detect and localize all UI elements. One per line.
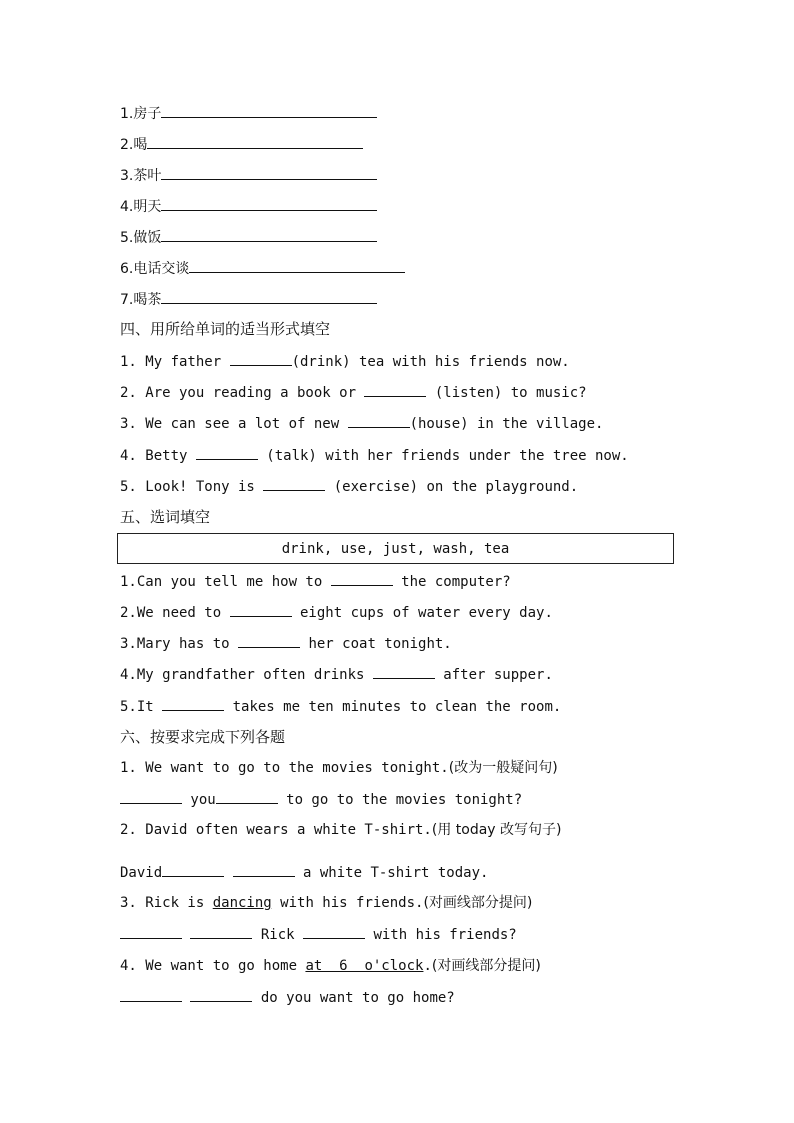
question-text: 3.Mary has to — [120, 636, 239, 652]
answer-text: you — [182, 792, 216, 808]
s6-answer-2 — [120, 863, 488, 882]
question-text: 3. We can see a lot of new — [120, 416, 348, 432]
answer-blank[interactable] — [216, 790, 278, 804]
answer-blank[interactable] — [190, 925, 252, 939]
vocab-item-4 — [120, 196, 377, 216]
answer-blank[interactable] — [161, 289, 377, 304]
instruction-text: (改为一般疑问句) — [448, 760, 558, 776]
question-text: 1. My father — [120, 354, 230, 370]
question-text: 5. Look! Tony is — [120, 479, 264, 495]
question-text: 2.We need to — [120, 605, 230, 621]
section-5-title: 五、选词填空 — [120, 508, 211, 526]
answer-text: David — [120, 865, 163, 881]
answer-blank[interactable] — [373, 665, 435, 679]
answer-blank[interactable] — [303, 925, 365, 939]
question-text: 1.Can you tell me how to — [120, 574, 331, 590]
answer-blank[interactable] — [161, 196, 377, 211]
answer-blank[interactable] — [196, 446, 258, 460]
vocab-item-7 — [120, 289, 377, 309]
s6-question-2 — [120, 821, 562, 839]
answer-blank[interactable] — [162, 697, 224, 711]
vocab-item-5 — [120, 227, 377, 247]
vocab-item-6 — [120, 258, 405, 278]
question-text: the computer? — [392, 574, 511, 590]
answer-blank[interactable] — [230, 352, 292, 366]
question-text: 4. Betty — [120, 448, 196, 464]
vocab-item-1 — [120, 103, 377, 123]
s5-question-4 — [120, 665, 553, 684]
s4-question-2 — [120, 383, 587, 402]
s6-answer-3 — [120, 925, 517, 944]
vocab-label: 6.电话交谈 — [120, 261, 190, 277]
question-text: 4.My grandfather often drinks — [120, 667, 373, 683]
vocab-label: 4.明天 — [120, 199, 162, 215]
s4-question-3 — [120, 414, 603, 433]
question-text: 2. David often wears a white T-shirt. — [120, 822, 432, 838]
s6-question-3 — [120, 894, 532, 912]
vocab-label: 7.喝茶 — [120, 292, 162, 308]
s4-question-1 — [120, 352, 570, 371]
answer-blank[interactable] — [238, 634, 300, 648]
question-text: (exercise) on the playground. — [325, 479, 579, 495]
question-text: eight cups of water every day. — [291, 605, 553, 621]
question-text: 1. We want to go to the movies tonight. — [120, 760, 449, 776]
answer-blank[interactable] — [331, 572, 393, 586]
answer-blank[interactable] — [161, 227, 377, 242]
instruction-text: (用 today 改写句子) — [431, 822, 562, 838]
word-bank-box: drink, use, just, wash, tea — [117, 533, 674, 564]
s5-question-1 — [120, 572, 511, 591]
question-text: 5.It — [120, 699, 163, 715]
question-text: (drink) tea with his friends now. — [291, 354, 570, 370]
s5-question-5 — [120, 697, 561, 716]
s6-answer-4 — [120, 988, 455, 1007]
answer-blank[interactable] — [233, 863, 295, 877]
answer-blank[interactable] — [120, 925, 182, 939]
section-6-title: 六、按要求完成下列各题 — [120, 728, 286, 746]
question-text: takes me ten minutes to clean the room. — [224, 699, 562, 715]
s6-question-1 — [120, 759, 558, 777]
vocab-label: 1.房子 — [120, 106, 162, 122]
s5-question-3 — [120, 634, 452, 653]
vocab-item-2 — [120, 134, 363, 154]
question-text: (talk) with her friends under the tree now. — [257, 448, 629, 464]
s5-question-2 — [120, 603, 553, 622]
answer-blank[interactable] — [190, 988, 252, 1002]
s6-question-4 — [120, 957, 541, 975]
vocab-label: 2.喝 — [120, 137, 148, 153]
question-text: 3. Rick is — [120, 895, 213, 911]
vocab-item-3 — [120, 165, 377, 185]
question-text: (house) in the village. — [409, 416, 604, 432]
answer-blank[interactable] — [147, 134, 363, 149]
s4-question-5 — [120, 477, 578, 496]
underlined-phrase: dancing — [212, 895, 272, 911]
answer-blank[interactable] — [161, 165, 377, 180]
answer-blank[interactable] — [348, 414, 410, 428]
question-text: her coat tonight. — [300, 636, 452, 652]
answer-blank[interactable] — [120, 988, 182, 1002]
answer-blank[interactable] — [230, 603, 292, 617]
answer-text: do you want to go home? — [252, 990, 455, 1006]
underlined-phrase: at 6 o'clock — [305, 958, 424, 974]
question-text: 2. Are you reading a book or — [120, 385, 365, 401]
answer-blank[interactable] — [263, 477, 325, 491]
answer-blank[interactable] — [364, 383, 426, 397]
section-4-title: 四、用所给单词的适当形式填空 — [120, 320, 331, 338]
s4-question-4 — [120, 446, 629, 465]
question-text: after supper. — [434, 667, 553, 683]
vocab-label: 3.茶叶 — [120, 168, 162, 184]
question-text: with his friends. — [271, 895, 424, 911]
question-text: 4. We want to go home — [120, 958, 306, 974]
answer-text: a white T-shirt today. — [294, 865, 489, 881]
vocab-label: 5.做饭 — [120, 230, 162, 246]
question-text: (listen) to music? — [426, 385, 587, 401]
instruction-text: (对画线部分提问) — [431, 958, 541, 974]
answer-text: Rick — [252, 927, 304, 943]
question-text: . — [423, 958, 432, 974]
answer-blank[interactable] — [189, 258, 405, 273]
answer-blank[interactable] — [120, 790, 182, 804]
s6-answer-1 — [120, 790, 522, 809]
answer-text: to go to the movies tonight? — [277, 792, 523, 808]
instruction-text: (对画线部分提问) — [423, 895, 533, 911]
answer-blank[interactable] — [162, 863, 224, 877]
answer-blank[interactable] — [161, 103, 377, 118]
answer-text: with his friends? — [365, 927, 517, 943]
